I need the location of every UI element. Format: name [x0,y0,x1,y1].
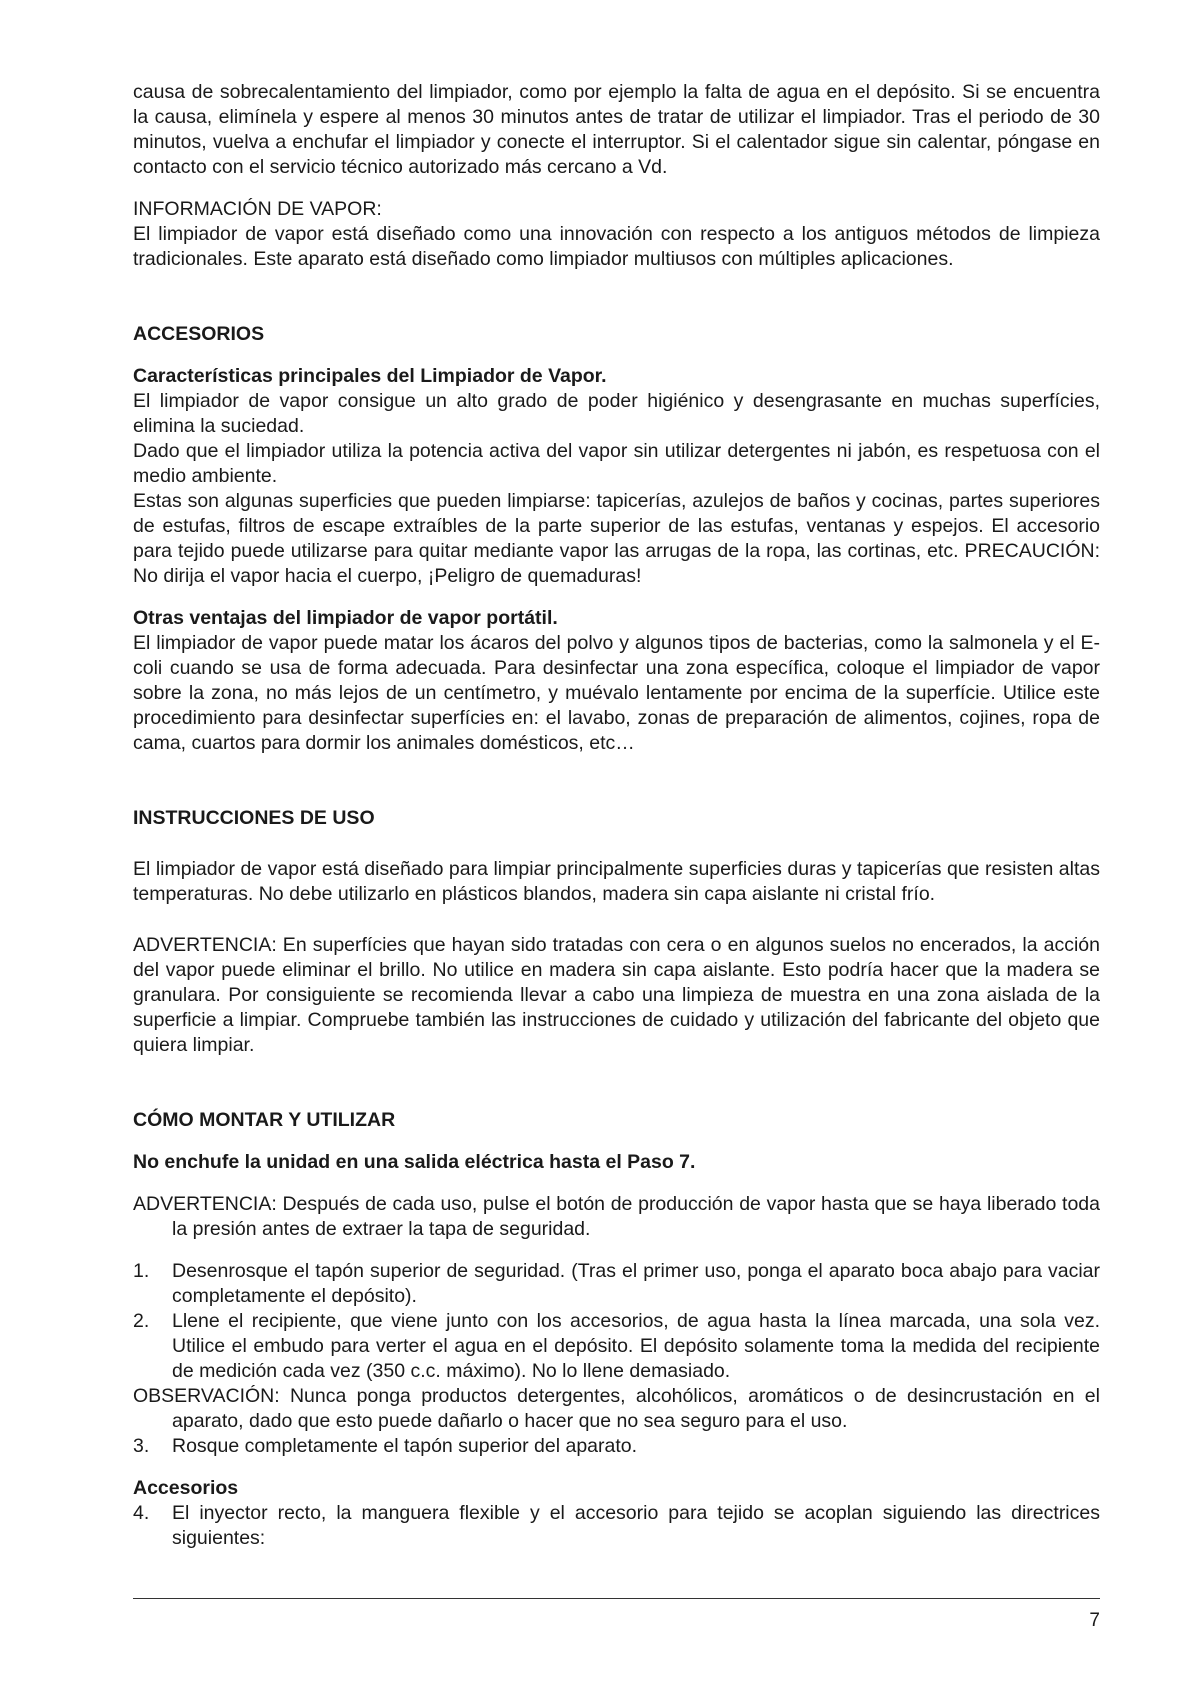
step-4-text: El inyector recto, la manguera flexible y el accesorio para tejido se acoplan siguiendo las directrices siguientes: [172,1502,1100,1549]
ventajas-paragraph: El limpiador de vapor puede matar los ácaros del polvo y algunos tipos de bacterias, como la salmonela y el E-coli cuando se usa de forma adecuada. Para desinfectar una zona específica, coloque el limpiador de vapor sobre la zona, no más lejos de un centímetro, y muévalo lentamente por encima de la superfície. Utilice este procedimiento para desinfectar superfícies en: el lavabo, zonas de preparación de alimentos, cojines, ropa de cama, cuartos para dormir los animales domésticos, etc… [133,632,1100,754]
step-2-number: 2. [133,1310,150,1332]
page-number: 7 [1089,1610,1100,1631]
caracteristicas-subheading: Características principales del Limpiador de Vapor. [133,365,607,387]
advertencia-paragraph: ADVERTENCIA: En superfícies que hayan sido tratadas con cera o en algunos suelos no encerados, la acción del vapor puede eliminar el brillo. No utilice en madera sin capa aislante. Esto podría hacer que la madera se granulara. Por consiguiente se recomienda llevar a cabo una limpieza de muestra en una zona aislada de la superficie a limpiar. Compruebe también las instrucciones de cuidado y utilización del fabricante del objeto que quiera limpiar. [133,934,1100,1056]
step-3-number: 3. [133,1435,150,1457]
montar-warning: ADVERTENCIA: Después de cada uso, pulse el botón de producción de vapor hasta que se haya liberado toda la presión antes de extraer la tapa de seguridad. [133,1193,1100,1240]
step-2 [133,1309,1100,1384]
step-1-text: Desenrosque el tapón superior de seguridad. (Tras el primer uso, ponga el aparato boca abajo para vaciar completamente el depósito). [172,1260,1100,1307]
step-4-number: 4. [133,1502,150,1524]
step-2-text: Llene el recipiente, que viene junto con los accesorios, de agua hasta la línea marcada, una sola vez. Utilice el embudo para verter el agua en el depósito. El depósito solamente toma la medida del recipiente de medición cada vez (350 c.c. máximo). No lo llene demasiado. [172,1310,1100,1382]
instrucciones-heading: INSTRUCCIONES DE USO [133,807,375,829]
footer-divider [133,1598,1100,1599]
step-1 [133,1259,1100,1309]
step-3-text: Rosque completamente el tapón superior del aparato. [172,1435,638,1457]
ventajas-subheading: Otras ventajas del limpiador de vapor portátil. [133,607,558,629]
enchufe-subheading: No enchufe la unidad en una salida eléctrica hasta el Paso 7. [133,1151,696,1173]
vapor-info-text: El limpiador de vapor está diseñado como una innovación con respecto a los antiguos métodos de limpieza tradicionales. Este aparato está diseñado como limpiador multiusos con múltiples aplicaciones. [133,223,1100,270]
accesorios-paragraph-2: Dado que el limpiador utiliza la potencia activa del vapor sin utilizar detergentes ni jabón, es respetuosa con el medio ambiente. [133,440,1100,487]
observacion-note: OBSERVACIÓN: Nunca ponga productos detergentes, alcohólicos, aromáticos o de desincrustación en el aparato, dado que esto puede dañarlo o hacer que no sea seguro para el uso. [133,1385,1100,1432]
intro-paragraph: causa de sobrecalentamiento del limpiador, como por ejemplo la falta de agua en el depósito. Si se encuentra la causa, elimínela y espere al menos 30 minutos antes de tratar de utilizar el limpiador. Tras el periodo de 30 minutos, vuelva a enchufar el limpiador y conecte el interruptor. Si el calentador sigue sin calentar, póngase en contacto con el servicio técnico autorizado más cercano a Vd. [133,81,1100,178]
step-3 [133,1434,1100,1459]
accesorios-heading: ACCESORIOS [133,323,265,345]
montar-heading: CÓMO MONTAR Y UTILIZAR [133,1109,396,1131]
accesorios-paragraph-1: El limpiador de vapor consigue un alto grado de poder higiénico y desengrasante en muchas superfícies, elimina la suciedad. [133,390,1100,437]
vapor-info-label: INFORMACIÓN DE VAPOR: [133,198,382,220]
step-4 [133,1501,1100,1551]
accesorios-subheading: Accesorios [133,1477,239,1499]
instrucciones-paragraph-1: El limpiador de vapor está diseñado para limpiar principalmente superficies duras y tapicerías que resisten altas temperaturas. No debe utilizarlo en plásticos blandos, madera sin capa aislante ni cristal frío. [133,858,1100,905]
accesorios-paragraph-3: Estas son algunas superficies que pueden limpiarse: tapicerías, azulejos de baños y cocinas, partes superiores de estufas, filtros de escape extraíbles de la parte superior de las estufas, ventanas y espejos. El accesorio para tejido puede utilizarse para quitar mediante vapor las arrugas de la ropa, las cortinas, etc. PRECAUCIÓN: No dirija el vapor hacia el cuerpo, ¡Peligro de quemaduras! [133,490,1100,587]
step-1-number: 1. [133,1260,150,1282]
document-body [133,80,1100,1551]
